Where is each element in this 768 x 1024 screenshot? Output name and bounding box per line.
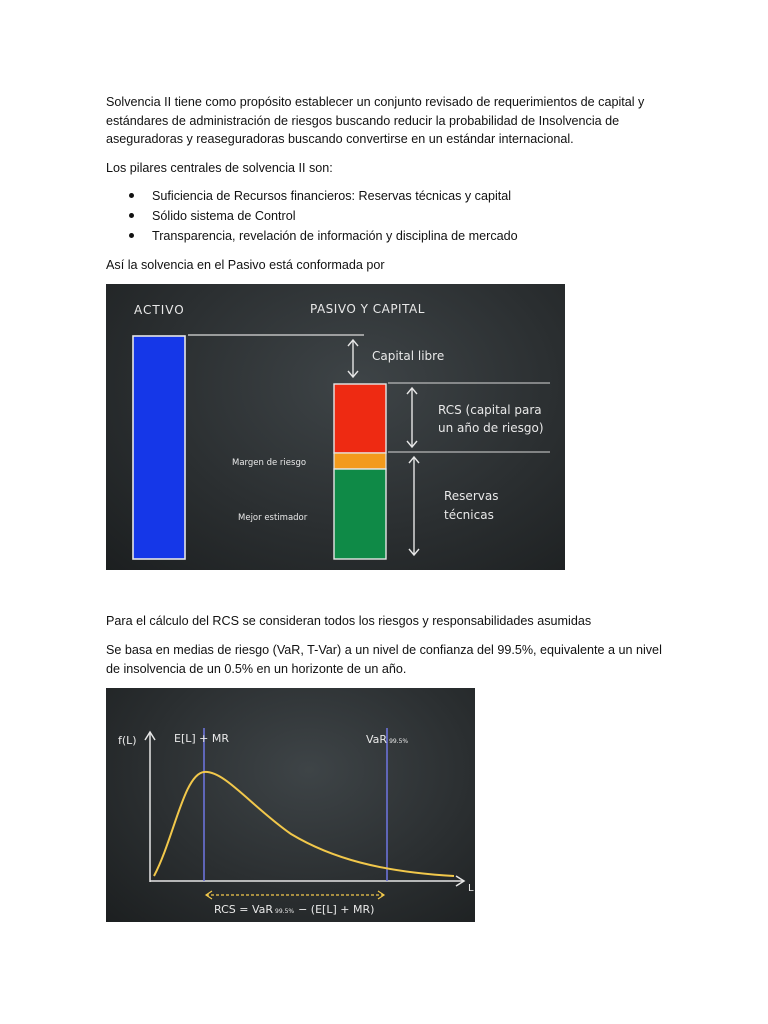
loss-density-curve [154,772,454,876]
paragraph-pasivo-intro: Así la solvencia en el Pasivo está conformada por [106,258,385,272]
loss-distribution-figure [106,688,475,922]
mejor-estimador-bar [334,469,386,559]
pasivo-capital-heading: PASIVO Y CAPITAL [310,302,425,316]
rcs-bar [334,384,386,453]
margen-riesgo-label: Margen de riesgo [232,458,307,468]
rcs-arrow [407,388,417,447]
rcs-label-line-1: RCS (capital para [438,403,542,417]
x-axis-label: L [468,883,474,894]
list-item: Transparencia, revelación de información y disciplina de mercado [106,226,518,246]
capital-libre-arrow [348,340,358,377]
y-axis-label: f(L) [118,734,137,747]
paragraph-pillars-intro: Los pilares centrales de solvencia II son: [106,161,333,175]
balance-sheet-figure [106,284,565,570]
mejor-estimador-label: Mejor estimador [238,513,308,523]
capital-libre-label: Capital libre [372,349,445,363]
axes [145,732,464,886]
paragraph-rcs-calc: Para el cálculo del RCS se consideran todos los riesgos y responsabilidades asumidas [106,614,592,628]
bullet-icon [129,193,134,198]
list-item: Sólido sistema de Control [106,206,518,226]
rcs-label-line-2: un año de riesgo) [438,421,544,435]
list-item: Suficiencia de Recursos financieros: Reservas técnicas y capital [106,186,518,206]
rcs-formula: RCS = VaR 99.5% − (E[L] + MR) [214,903,375,916]
margen-bar [334,453,386,469]
activo-bar [133,336,185,559]
loss-distribution-diagram [106,688,475,922]
reservas-label-line-1: Reservas [444,489,499,503]
balance-sheet-diagram [106,284,565,570]
activo-heading: ACTIVO [134,303,185,317]
var-label: VaR 99.5% [366,733,409,746]
reservas-label-line-2: técnicas [444,508,494,522]
paragraph-var: Se basa en medias de riesgo (VaR, T-Var) a un nivel de confianza del 99.5%, equivalente a un nivel de insolvencia de un 0.5% en un horizonte de un año. [106,643,662,676]
pillars-list [106,186,518,246]
reservas-arrow [409,457,419,555]
bullet-icon [129,233,134,238]
mean-label: E[L] + MR [174,732,230,745]
paragraph-intro: Solvencia II tiene como propósito establecer un conjunto revisado de requerimientos de capital y estándares de administración de riesgos buscando reducir la probabilidad de Insolvencia de aseguradoras y reaseguradoras buscando convertirse en un estándar internacional. [106,95,645,146]
bullet-icon [129,213,134,218]
